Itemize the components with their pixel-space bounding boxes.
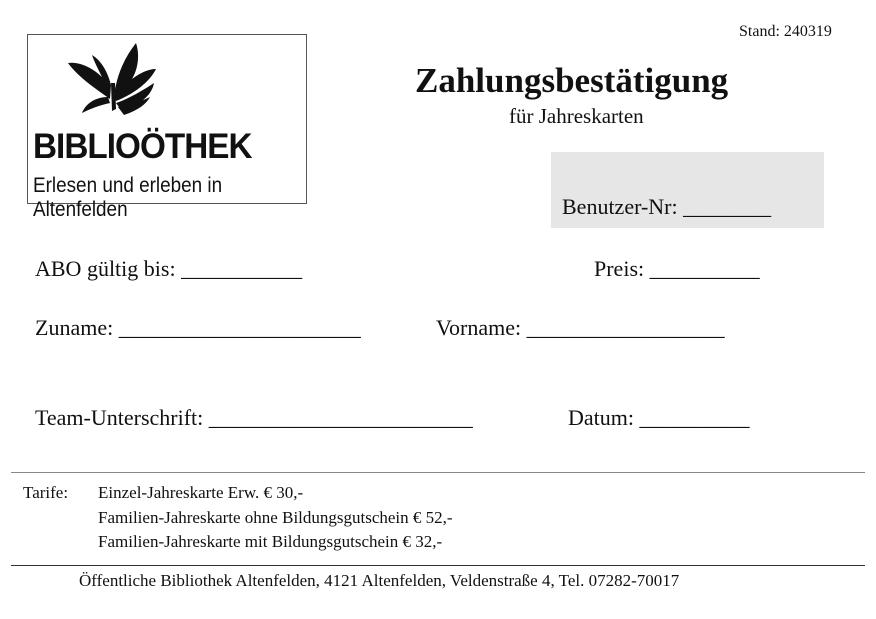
team-signature-field[interactable]: Team-Unterschrift: ________________________ <box>35 405 473 430</box>
first-name-field[interactable]: Vorname: __________________ <box>436 315 725 340</box>
document-subtitle: für Jahreskarten <box>509 104 644 128</box>
document-title: Zahlungsbestätigung <box>415 61 729 100</box>
surname-field[interactable]: Zuname: ______________________ <box>35 315 361 340</box>
tarif-item: Einzel-Jahreskarte Erw. € 30,- <box>98 483 304 502</box>
tarif-item: Familien-Jahreskarte ohne Bildungsgutschein € 52,- <box>98 508 453 527</box>
divider-top <box>11 472 865 473</box>
abo-valid-until-field[interactable]: ABO gültig bis: ___________ <box>35 256 303 281</box>
date-field[interactable]: Datum: __________ <box>568 405 750 430</box>
footer-address: Öffentliche Bibliothek Altenfelden, 4121 Altenfelden, Veldenstraße 4, Tel. 07282-70017 <box>79 571 680 590</box>
logo-tagline: Erlesen und erleben in Altenfelden <box>33 174 223 221</box>
tarif-item: Familien-Jahreskarte mit Bildungsgutschein € 32,- <box>98 532 443 551</box>
library-logo <box>27 34 307 221</box>
benutzer-nr-field[interactable]: Benutzer-Nr: ________ <box>562 194 772 219</box>
tarife-label: Tarife: <box>23 483 69 502</box>
price-field[interactable]: Preis: __________ <box>594 256 760 281</box>
butterfly-book-icon <box>66 39 158 117</box>
logo-wordmark: BIBLIOÖTHEK <box>33 127 252 166</box>
version-stamp: Stand: 240319 <box>739 23 832 40</box>
divider-bottom <box>11 565 865 566</box>
